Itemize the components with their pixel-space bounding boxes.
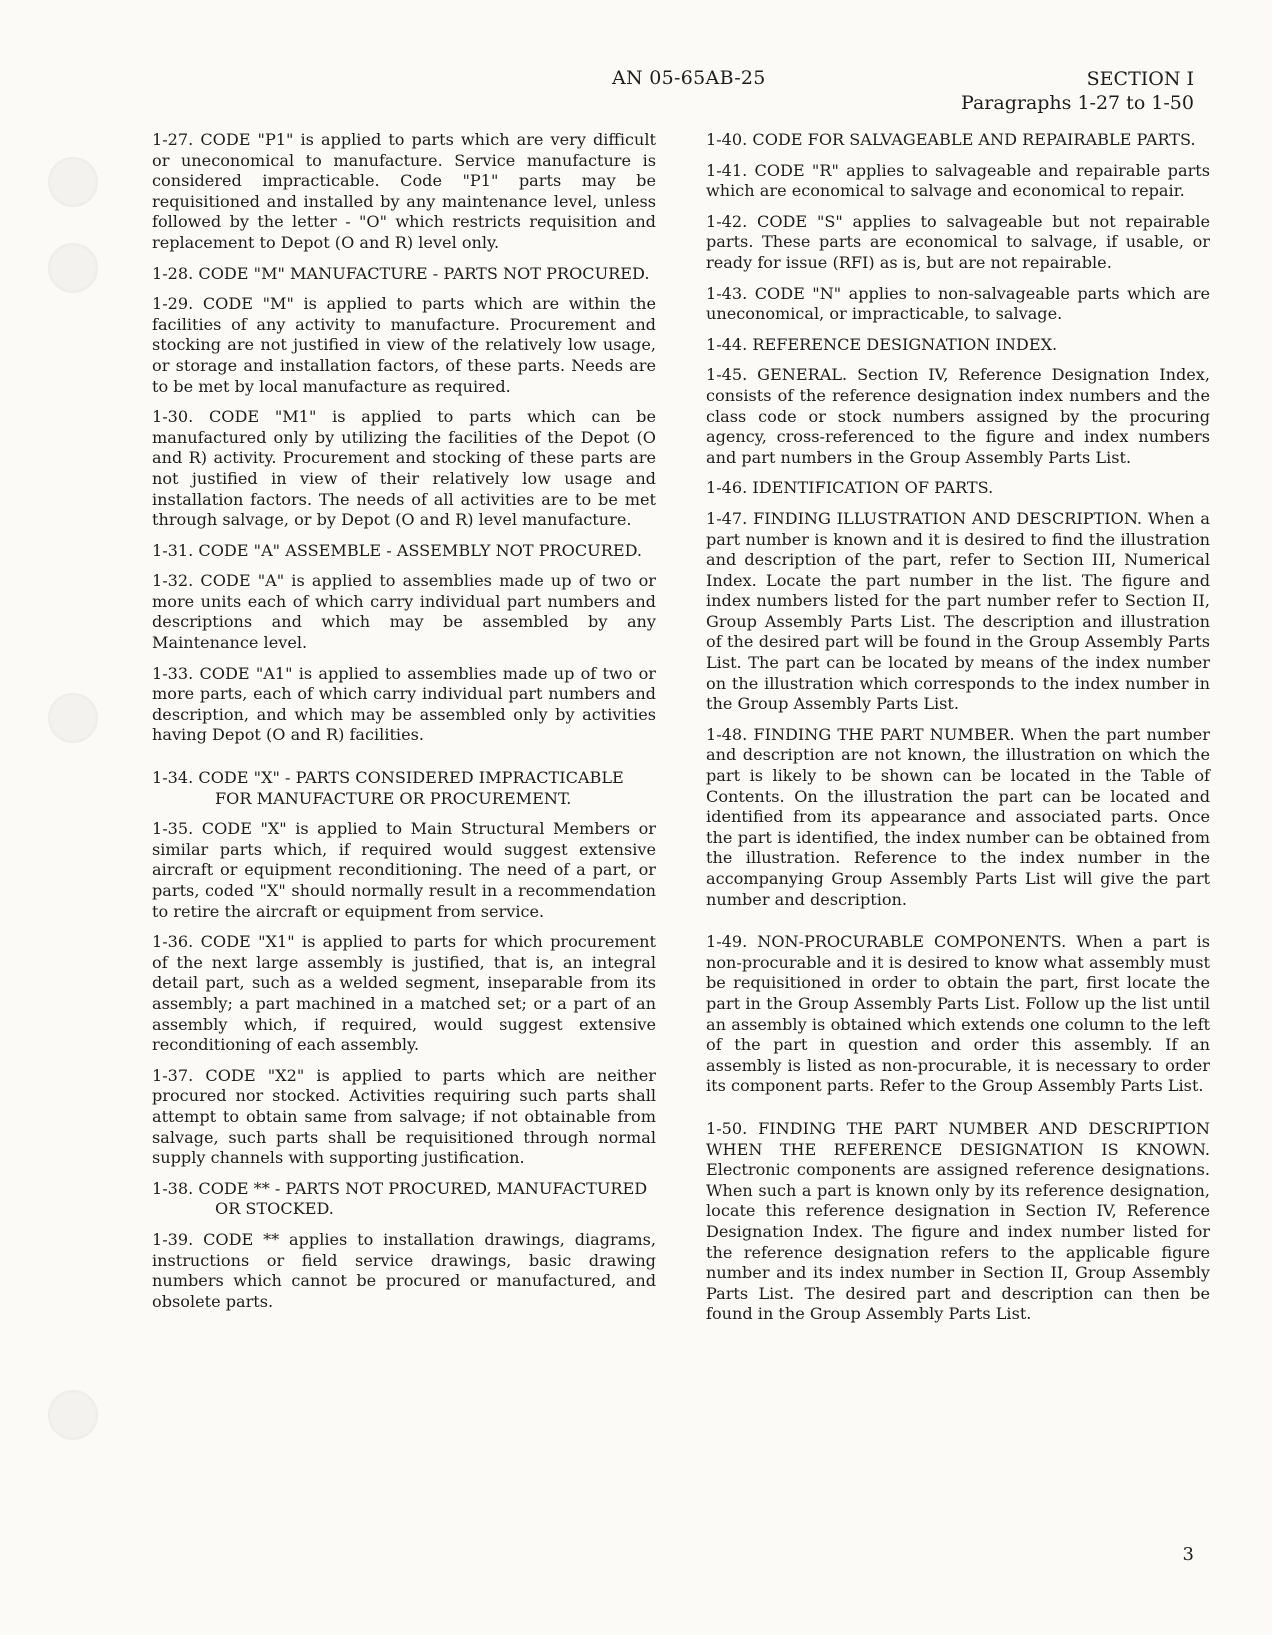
left-column — [152, 130, 656, 1322]
heading-1-28: 1-28. CODE "M" MANUFACTURE - PARTS NOT PROCURED. — [152, 263, 650, 283]
heading-1-34: 1-34. CODE "X" - PARTS CONSIDERED IMPRACTICABLE FOR MANUFACTURE OR PROCUREMENT. — [152, 768, 624, 808]
section-heading — [961, 67, 1194, 115]
document-number: AN 05-65AB-25 — [612, 67, 766, 89]
paragraph-1-33: 1-33. CODE "A1" is applied to assemblies made up of two or more parts, each of which carry individual part numbers and description, and which may be assembled only by activities having Depot (O and R) facilities. — [152, 663, 656, 745]
paragraph-1-32: 1-32. CODE "A" is applied to assemblies made up of two or more units each of which carry individual part numbers and descriptions and which may be assembled by any Maintenance level. — [152, 571, 656, 653]
heading-1-31: 1-31. CODE "A" ASSEMBLE - ASSEMBLY NOT PROCURED. — [152, 540, 643, 560]
binder-hole — [48, 693, 98, 743]
heading-1-38: 1-38. CODE ** - PARTS NOT PROCURED, MANUFACTURED OR STOCKED. — [152, 1178, 648, 1219]
paragraph-1-49: 1-49. NON-PROCURABLE COMPONENTS. When a part is non-procurable and it is desired to know what assembly must be requisitioned in order to obtain the part, first locate the part in the Group Assembly Parts List. Follow up the list until an assembly is obtained which extends one column to the left of the part in question and order this assembly. If an assembly is listed as non-procurable, it is necessary to order its component parts. Refer to the Group Assembly Parts List. — [706, 932, 1210, 1096]
heading-1-40: 1-40. CODE FOR SALVAGEABLE AND REPAIRABLE PARTS. — [706, 130, 1196, 149]
paragraph-1-39: 1-39. CODE ** applies to installation drawings, diagrams, instructions or field service drawings, basic drawing numbers which cannot be procured or manufactured, and obsolete parts. — [152, 1229, 656, 1311]
paragraph-1-29: 1-29. CODE "M" is applied to parts which are within the facilities of any activity to manufacture. Procurement and stocking are not justified in view of the relatively low usage, or storage and installation factors, of these parts. Needs are to be met by local manufacture as required. — [152, 294, 656, 396]
paragraph-1-27: 1-27. CODE "P1" is applied to parts which are very difficult or uneconomical to manufacture. Service manufacture is considered impracticable. Code "P1" parts may be requisitioned and installed by any maintenance level, unless followed by the letter - "O" which restricts requisition and replacement to Depot (O and R) level only. — [152, 130, 656, 252]
heading-1-46: 1-46. IDENTIFICATION OF PARTS. — [706, 478, 994, 498]
paragraph-range: Paragraphs 1-27 to 1-50 — [961, 92, 1194, 114]
paragraph-1-36: 1-36. CODE "X1" is applied to parts for which procurement of the next large assembly is justified, that is, an integral detail part, such as a welded segment, inseparable from its assembly; a part machined in a matched set; or a part of an assembly which, if required, would suggest extensive reconditioning of each assembly. — [152, 932, 656, 1055]
binder-hole — [48, 243, 98, 293]
paragraph-1-43: 1-43. CODE "N" applies to non-salvageable parts which are uneconomical, or impracticable, to salvage. — [706, 283, 1210, 324]
paragraph-1-35: 1-35. CODE "X" is applied to Main Structural Members or similar parts which, if required would suggest extensive aircraft or equipment reconditioning. The need of a part, or parts, coded "X" should normally result in a recommendation to retire the aircraft or equipment from service. — [152, 819, 656, 921]
binder-hole — [48, 1390, 98, 1440]
paragraph-1-50: 1-50. FINDING THE PART NUMBER AND DESCRIPTION WHEN THE REFERENCE DESIGNATION IS KNOWN. Electronic components are assigned reference designations. When such a part is known only by its reference designation, locate this reference designation in Section IV, Reference Designation Index. The figure and index number listed for the reference designation refers to the applicable figure number and its index number in Section II, Group Assembly Parts List. The desired part and description can then be found in the Group Assembly Parts List. — [706, 1118, 1210, 1324]
binder-hole — [48, 157, 98, 207]
paragraph-1-45: 1-45. GENERAL. Section IV, Reference Designation Index, consists of the reference designation index numbers and the class code or stock numbers assigned by the procuring agency, cross-referenced to the figure and index numbers and part numbers in the Group Assembly Parts List. — [706, 365, 1210, 467]
page-number: 3 — [1182, 1544, 1194, 1565]
right-column — [706, 130, 1210, 1335]
paragraph-1-42: 1-42. CODE "S" applies to salvageable but not repairable parts. These parts are economical to salvage, if usable, or ready for issue (RFI) as is, but are not repairable. — [706, 211, 1210, 272]
heading-1-44: 1-44. REFERENCE DESIGNATION INDEX. — [706, 334, 1058, 354]
paragraph-1-37: 1-37. CODE "X2" is applied to parts which are neither procured nor stocked. Activities requiring such parts shall attempt to obtain same from salvage; if not obtainable from salvage, such parts shall be requisitioned through normal supply channels with supporting justification. — [152, 1065, 656, 1168]
paragraph-1-30: 1-30. CODE "M1" is applied to parts which can be manufactured only by utilizing the facilities of the Depot (O and R) activity. Procurement and stocking of these parts are not justified in view of their relatively low usage and installation factors. The needs of all activities are to be met through salvage, or by Depot (O and R) level manufacture. — [152, 407, 656, 530]
paragraph-1-47: 1-47. FINDING ILLUSTRATION AND DESCRIPTION. When a part number is known and it is desired to find the illustration and description of the part, refer to Section III, Numerical Index. Locate the part number in the list. The figure and index numbers listed for the part number refer to Section II, Group Assembly Parts List. The description and illustration of the desired part will be found in the Group Assembly Parts List. The part can be located by means of the index number on the illustration which corresponds to the index number in the Group Assembly Parts List. — [706, 508, 1210, 714]
paragraph-1-41: 1-41. CODE "R" applies to salvageable and repairable parts which are economical to salvage and economical to repair. — [706, 160, 1210, 201]
paragraph-1-48: 1-48. FINDING THE PART NUMBER. When the part number and description are not known, the illustration on which the part is likely to be shown can be located in the Table of Contents. On the illustration the part can be located and identified from its appearance and associated parts. Once the part is identified, the index number can be obtained from the illustration. Reference to the index number in the accompanying Group Assembly Parts List will give the part number and description. — [706, 724, 1210, 909]
section-label: SECTION I — [1086, 68, 1194, 90]
